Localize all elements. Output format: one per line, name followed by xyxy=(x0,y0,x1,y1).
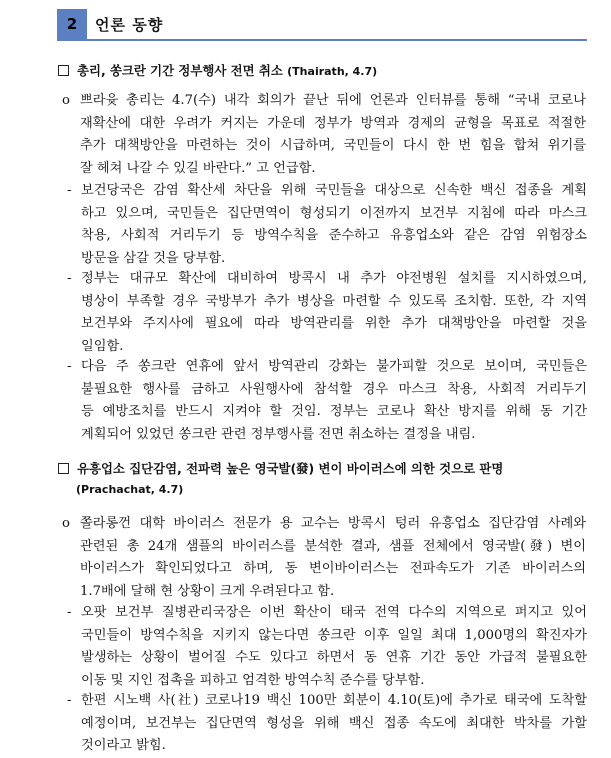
news-detail-item xyxy=(67,690,587,758)
news-detail-item xyxy=(67,356,587,446)
bullet-dash: - xyxy=(67,183,72,198)
bullet-o: o xyxy=(62,93,70,108)
news-detail-item xyxy=(67,602,587,692)
paragraph-line: 잘 헤쳐 나갈 수 있길 바란다.” 고 언급함. xyxy=(80,160,316,176)
checkbox-square-icon xyxy=(58,463,69,474)
paragraph-line: 쫄라롱껀 대학 바이러스 전문가 용 교수는 방콕시 텅러 유흥업소 집단감염 사례와 xyxy=(80,516,586,531)
paragraph-line: 국민들이 방역수칙을 지키지 않는다면 쏭크란 이후 일일 최대 1,000명의 확진자가 xyxy=(81,627,587,643)
checkbox-square-icon xyxy=(58,65,69,76)
paragraph-line: 발생하는 상황이 벌어질 수도 있다고 하면서 동 연휴 기간 동안 가급적 불필요한 xyxy=(81,650,587,666)
paragraph-line: 추가 대책방안을 마련하는 것이 시급하며, 국민들이 다시 한 번 힘을 합쳐 위기를 xyxy=(80,138,586,154)
paragraph-line: 한편 시노백 사(社) 코로나19 백신 100만 회분이 4.10(토)에 추가로 태국에 도착할 xyxy=(81,693,587,708)
paragraph-line: 재확산에 대한 우려가 커지는 가운데 정부가 방역과 경제의 균형을 목표로 적절한 xyxy=(80,115,586,131)
news-detail-item xyxy=(67,180,587,270)
paragraph-line: 바이러스가 확인되었다고 하며, 동 변이바이러스는 전파속도가 기존 바이러스의 xyxy=(80,561,586,577)
paragraph-line: 하고 있으며, 국민들은 집단면역이 형성되기 이전까지 보건부 지침에 따라 마스크 xyxy=(81,205,587,221)
news-title: 총리, 쏭크란 기간 정부행사 전면 취소 xyxy=(77,63,283,78)
news-lead-paragraph xyxy=(62,90,586,180)
paragraph-line: 쁘라윳 총리는 4.7(수) 내각 회의가 끝난 뒤에 언론과 인터뷰를 통해 “국내 코로나 xyxy=(80,93,586,108)
news-lead-paragraph xyxy=(62,513,586,603)
bullet-o: o xyxy=(62,516,70,531)
section-header xyxy=(57,9,163,39)
section-title: 언론 동향 xyxy=(95,15,164,34)
paragraph-line: 관련된 총 24개 샘플의 바이러스를 분석한 결과, 샘플 전체에서 영국발(發) 변이 xyxy=(80,538,586,554)
paragraph-line: 등 예방조치를 반드시 지켜야 할 것임. 정부는 코로나 확산 방지를 위해 동 기간 xyxy=(81,404,587,420)
paragraph-line: 일임함. xyxy=(81,338,124,354)
news-source: (Thairath, 4.7) xyxy=(287,65,378,78)
paragraph-line: 정부는 대규모 확산에 대비하여 방콕시 내 추가 야전병원 설치를 지시하였으며, xyxy=(81,271,587,286)
paragraph-line: 오팟 보건부 질병관리국장은 이번 확산이 태국 전역 다수의 지역으로 퍼지고 있어 xyxy=(81,605,587,620)
section-divider xyxy=(57,39,587,41)
news-headline-2 xyxy=(58,458,503,480)
paragraph-line: 1.7배에 달해 현 상황이 크게 우려된다고 함. xyxy=(80,583,335,599)
news-detail-item xyxy=(67,268,587,358)
paragraph-line: 불필요한 행사를 금하고 사원행사에 참석할 경우 마스크 착용, 사회적 거리두기 xyxy=(81,381,587,397)
paragraph-line: 보건부와 주지사에 필요에 따라 방역관리를 위한 추가 대책방안을 마련할 것을 xyxy=(81,316,587,332)
bullet-dash: - xyxy=(67,359,72,374)
bullet-dash: - xyxy=(67,271,72,286)
paragraph-line: 이동 및 지인 접촉을 피하고 엄격한 방역수칙 준수를 당부함. xyxy=(81,672,425,688)
news-headline-1 xyxy=(58,60,377,83)
paragraph-line: 다음 주 쏭크란 연휴에 앞서 방역관리 강화는 불가피할 것으로 보이며, 국민들은 xyxy=(81,359,587,374)
paragraph-line: 예정이며, 보건부는 집단면역 형성을 위해 백신 접종 속도에 최대한 박차를 가할 xyxy=(81,715,587,731)
paragraph-line: 착용, 사회적 거리두기 등 방역수칙을 준수하고 유흥업소와 같은 감염 위험장소 xyxy=(81,228,587,244)
news-source: (Prachachat, 4.7) xyxy=(76,483,184,496)
paragraph-line: 보건당국은 감염 확산세 차단을 위해 국민들을 대상으로 신속한 백신 접종을 계획 xyxy=(81,183,587,198)
paragraph-line: 것이라고 밝힘. xyxy=(81,738,166,754)
paragraph-line: 계획되어 있었던 쏭크란 관련 정부행사를 전면 취소하는 결정을 내림. xyxy=(81,426,476,442)
paragraph-line: 방문을 삼갈 것을 당부함. xyxy=(81,250,226,266)
paragraph-line: 병상이 부족할 경우 국방부가 추가 병상을 마련할 수 있도록 조치함. 또한, 각 지역 xyxy=(81,293,587,309)
section-number: 2 xyxy=(57,9,87,39)
bullet-dash: - xyxy=(67,605,72,620)
news-title: 유흥업소 집단감염, 전파력 높은 영국발(發) 변이 바이러스에 의한 것으로 판명 xyxy=(77,461,504,476)
bullet-dash: - xyxy=(67,693,72,708)
